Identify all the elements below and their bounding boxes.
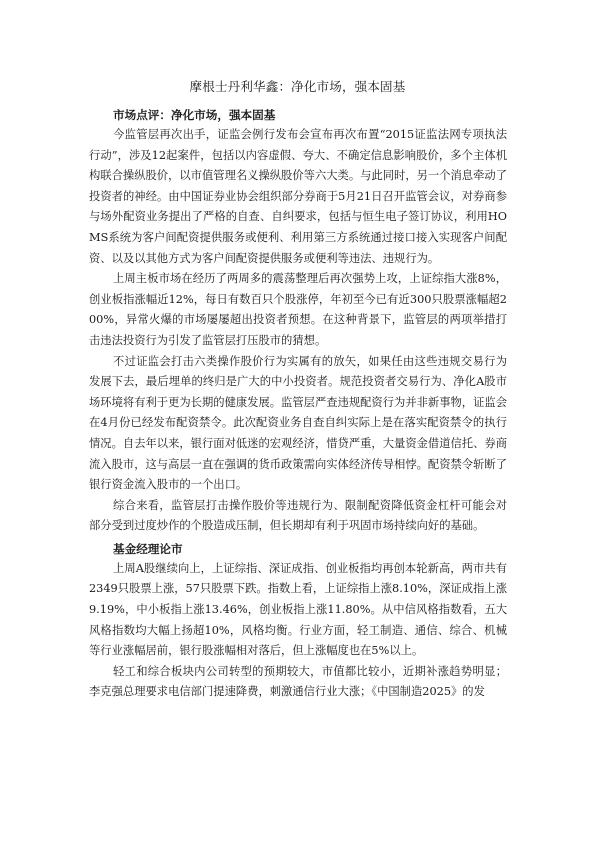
section-fund-manager-view xyxy=(89,539,507,703)
document-body xyxy=(89,105,507,703)
paragraph: 不过证监会打击六类操作股价行为实属有的放矢，如果任由这些违规交易行为发展下去，最后埋单的终归是广大的中小投资者。规范投资者交易行为、净化A股市场环境将有利于更为长期的健康发展。监管层严查违规配资行为并非新事物，证监会在4月份已经发布配资禁令。此次配资业务自查自纠实际上是在落实配资禁令的执行情况。自去年以来，银行面对低迷的宏观经济，惜贷严重，大量资金借道信托、券商流入股市，这与高层一直在强调的货币政策需向实体经济传导相悖。配资禁令斩断了银行资金流入股市的一个出口。 xyxy=(89,354,507,492)
paragraph: 轻工和综合板块内公司转型的预期较大，市值都比较小，近期补涨趋势明显；李克强总理要求电信部门提速降费，刺激通信行业大涨；《中国制造2025》的发 xyxy=(89,664,507,699)
paragraph: 上周主板市场在经历了两周多的震荡整理后再次强势上攻，上证综指大涨8%，创业板指涨幅近12%，每日有数百只个股涨停，年初至今已有近300只股票涨幅超200%，异常火爆的市场屡屡超出投资者预想。在这种背景下，监管层的两项举措打击违法投资行为引发了监管层打压股市的猜想。 xyxy=(89,272,507,347)
paragraph: 综合来看，监管层打击操作股价等违规行为、限制配资降低资金杠杆可能会对部分受到过度炒作的个股造成压制，但长期却有利于巩固市场持续向好的基础。 xyxy=(89,498,507,533)
section-heading: 基金经理论市 xyxy=(113,541,183,556)
section-market-review xyxy=(89,105,507,537)
section-heading: 市场点评：净化市场，强本固基 xyxy=(113,108,276,122)
paragraph: 上周A股继续向上，上证综指、深证成指、创业板指均再创本轮新高，两市共有2349只股票上涨，57只股票下跌。指数上看，上证综指上涨8.10%，深证成指上涨9.19%，中小板指上涨13.46%，创业板指上涨11.80%。从中信风格指数看，五大风格指数均大幅上扬超10%，风格均衡。行业方面，轻工制造、通信、综合、机械等行业涨幅居前，银行股涨幅相对落后，但上涨幅度也在5%以上。 xyxy=(89,561,507,658)
document-title: 摩根士丹利华鑫：净化市场，强本固基 xyxy=(189,79,406,94)
paragraph: 今监管层再次出手，证监会例行发布会宣布再次布置“2015证监法网专项执法行动”，涉及12起案件，包括以内容虚假、夸大、不确定信息影响股价，多个主体机构联合操纵股价，以市值管理名义操纵股价等六大类。与此同时，另一个消息牵动了投资者的神经。由中国证券业协会组织部分券商于5月21日召开监管会议，对券商参与场外配资业务提出了严格的自查、自纠要求，包括与恒生电子签订协议，利用HOMS系统为客户间配资提供服务或便利、利用第三方系统通过接口接入实现客户间配资、以及以其他方式为客户间配资提供服务或便利等违法、违规行为。 xyxy=(89,128,507,265)
